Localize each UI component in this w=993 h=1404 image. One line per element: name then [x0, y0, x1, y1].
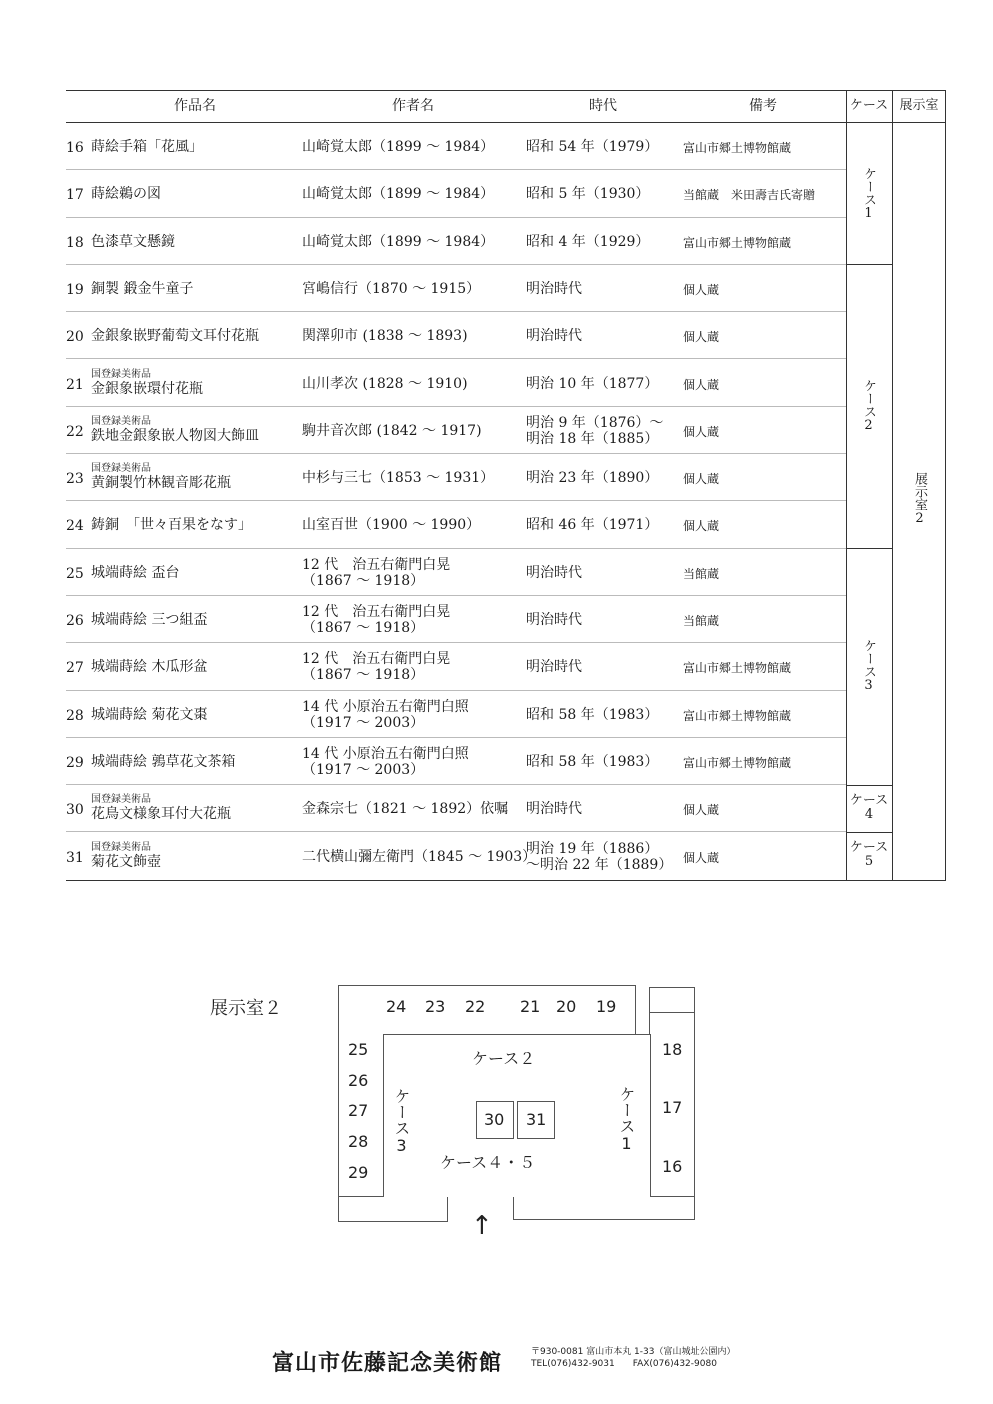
row-number: 18 — [66, 234, 84, 251]
row-number: 27 — [66, 660, 84, 677]
pos-27: 27 — [348, 1101, 369, 1120]
row-title-cell — [91, 328, 299, 344]
row-note: 個人蔵 — [683, 424, 720, 439]
table-row — [66, 265, 846, 312]
row-registered-label: 国登録美術品 — [91, 463, 151, 475]
floor-box-30 — [476, 1101, 514, 1139]
row-title-cell — [91, 416, 299, 444]
table-row — [66, 501, 846, 548]
entrance-arrow-icon: ↑ — [471, 1211, 493, 1241]
table-row — [66, 312, 846, 359]
row-title-cell — [91, 281, 299, 297]
row-note: 当館蔵 — [683, 614, 720, 628]
row-note: 個人蔵 — [683, 803, 720, 818]
row-author: 駒井音次郎 (1842 ～ 1917) — [302, 422, 482, 439]
row-note: 当館蔵 米田壽吉氏寄贈 — [683, 188, 816, 203]
row-number: 19 — [66, 281, 84, 298]
row-title-cell — [91, 369, 299, 397]
row-author: 中杉与三七（1853 ～ 1931） — [302, 470, 495, 487]
table-row — [66, 170, 846, 217]
pos-20: 20 — [556, 997, 577, 1016]
row-author: 二代横山彌左衛門（1845 ～ 1903） — [302, 848, 537, 865]
row-title-cell — [91, 565, 299, 581]
table-row — [66, 596, 846, 643]
pos-24: 24 — [386, 997, 407, 1016]
museum-name: 富山市佐藤記念美術館 — [272, 1350, 503, 1376]
row-note: 富山市郷土博物館蔵 — [683, 755, 792, 770]
row-author: 山崎覚太郎（1899 ～ 1984） — [302, 233, 495, 250]
row-author: 関澤卯市 (1838 ～ 1893) — [302, 328, 468, 345]
row-title: 城端蒔絵 盃台 — [91, 564, 180, 581]
row-title-cell — [91, 517, 299, 533]
room-bottom-right — [513, 1196, 695, 1220]
header-room: 展示室 — [899, 98, 939, 113]
pos-28: 28 — [348, 1132, 369, 1151]
row-title: 蒔絵鵜の図 — [91, 186, 161, 203]
row-title-cell — [91, 234, 299, 250]
row-number: 29 — [66, 754, 84, 771]
floor-plan — [0, 960, 993, 1260]
floor-case3: ケース3 — [392, 1088, 411, 1155]
row-title: 城端蒔絵 鶉草花文茶箱 — [91, 753, 236, 770]
row-registered-label: 国登録美術品 — [91, 841, 151, 853]
case-cell-1 — [846, 122, 892, 264]
row-era: 明治 23 年（1890） — [526, 470, 659, 487]
table-row — [66, 360, 846, 407]
table-row — [66, 691, 846, 738]
header-title: 作品名 — [174, 98, 216, 114]
row-number: 31 — [66, 849, 84, 866]
row-title-cell — [91, 612, 299, 628]
row-era: 明治時代 — [526, 280, 582, 297]
row-title: 鋳銅 「世々百果をなす」 — [91, 517, 252, 534]
row-note: 富山市郷土博物館蔵 — [683, 708, 792, 723]
floor-case45: ケース４・５ — [440, 1153, 536, 1172]
row-title-cell — [91, 659, 299, 675]
pos-23: 23 — [425, 997, 446, 1016]
row-registered-label: 国登録美術品 — [91, 368, 151, 380]
row-note: 個人蔵 — [683, 330, 720, 345]
row-author: 14 代 小原治五右衛門白照 （1917 ～ 2003） — [302, 698, 469, 731]
row-era: 明治時代 — [526, 564, 582, 581]
row-title: 色漆草文懸鏡 — [91, 233, 175, 250]
row-title: 金銀象嵌野葡萄文耳付花瓶 — [91, 328, 259, 345]
row-title: 菊花文飾壺 — [91, 853, 161, 870]
case-label-5: ケース 5 — [849, 840, 889, 869]
row-title-cell — [91, 794, 299, 822]
case-label-2: ケース2 — [861, 379, 876, 433]
row-note: 個人蔵 — [683, 377, 720, 392]
header-author: 作者名 — [392, 98, 434, 114]
header-case: ケース — [849, 98, 889, 113]
museum-address: 〒930-0081 富山市本丸 1-33（富山城址公園内） — [531, 1347, 736, 1357]
pos-26: 26 — [348, 1071, 369, 1090]
case-cell-4 — [846, 785, 892, 833]
row-era: 昭和 5 年（1930） — [526, 186, 650, 203]
row-note: 個人蔵 — [683, 282, 720, 297]
room-label: 展示室2 — [912, 472, 927, 526]
floor-case2: ケース２ — [472, 1049, 536, 1068]
row-number: 26 — [66, 613, 84, 629]
table-row — [66, 218, 846, 265]
row-title: 城端蒔絵 木瓜形盆 — [91, 659, 208, 676]
pos-16: 16 — [662, 1157, 683, 1176]
row-note: 当館蔵 — [683, 566, 720, 581]
row-number: 20 — [66, 329, 84, 346]
pos-25: 25 — [348, 1040, 369, 1059]
row-title: 城端蒔絵 三つ組盃 — [91, 612, 208, 628]
row-era: 昭和 58 年（1983） — [526, 753, 659, 770]
row-number: 28 — [66, 707, 84, 724]
row-number: 22 — [66, 423, 84, 440]
case-label-3: ケース3 — [861, 639, 876, 693]
table-row — [66, 407, 846, 454]
header-note: 備考 — [749, 98, 777, 114]
row-note: 富山市郷土博物館蔵 — [683, 235, 792, 250]
row-era: 明治 10 年（1877） — [526, 375, 659, 392]
row-number: 25 — [66, 565, 84, 582]
row-registered-label: 国登録美術品 — [91, 794, 151, 806]
row-number: 24 — [66, 518, 84, 535]
pos-18: 18 — [662, 1040, 683, 1059]
row-number: 30 — [66, 802, 84, 819]
row-title: 黄銅製竹林観音彫花瓶 — [91, 475, 231, 492]
row-note: 個人蔵 — [683, 472, 720, 487]
row-author: 金森宗七（1821 ～ 1892）依嘱 — [302, 801, 509, 818]
table-row — [66, 785, 846, 832]
row-title: 銅製 鍛金牛童子 — [91, 280, 194, 297]
row-author: 山崎覚太郎（1899 ～ 1984） — [302, 186, 495, 203]
floor-box-31 — [517, 1101, 555, 1139]
pos-17: 17 — [662, 1098, 683, 1117]
row-era: 明治時代 — [526, 328, 582, 345]
row-title-cell — [91, 463, 299, 491]
floor-case1: ケース1 — [617, 1086, 636, 1153]
row-era: 明治時代 — [526, 801, 582, 818]
header-era: 時代 — [589, 98, 617, 114]
row-number: 16 — [66, 140, 84, 156]
row-era: 明治 9 年（1876）～ 明治 18 年（1885） — [526, 414, 664, 447]
row-number: 21 — [66, 376, 84, 393]
pos-29: 29 — [348, 1163, 369, 1182]
case-cell-3 — [846, 548, 892, 785]
table-row — [66, 738, 846, 785]
row-note: 個人蔵 — [683, 519, 720, 534]
pos-21: 21 — [520, 997, 541, 1016]
row-author: 12 代 治五右衛門白晃 （1867 ～ 1918） — [302, 651, 451, 684]
row-author: 山川孝次 (1828 ～ 1910) — [302, 375, 468, 392]
row-title-cell — [91, 186, 299, 202]
row-note: 富山市郷土博物館蔵 — [683, 661, 792, 676]
row-title: 城端蒔絵 菊花文棗 — [91, 706, 208, 723]
table-row — [66, 123, 846, 170]
row-author: 12 代 治五右衛門白晃 （1867 ～ 1918） — [302, 604, 451, 636]
row-title-cell — [91, 754, 299, 770]
row-era: 昭和 4 年（1929） — [526, 233, 650, 250]
room-outer-top — [338, 985, 636, 1034]
table-row — [66, 833, 846, 880]
case-cell-2 — [846, 264, 892, 548]
row-title: 金銀象嵌環付花瓶 — [91, 380, 203, 397]
row-number: 17 — [66, 187, 84, 204]
room-cell — [892, 122, 946, 880]
room-bottom-left — [338, 1196, 448, 1222]
row-title-cell — [91, 707, 299, 723]
table-row — [66, 549, 846, 596]
row-era: 昭和 46 年（1971） — [526, 517, 659, 534]
room-right-cap — [649, 987, 695, 1013]
museum-address-block — [531, 1346, 735, 1370]
row-author: 山崎覚太郎（1899 ～ 1984） — [302, 139, 495, 155]
row-era: 明治 19 年（1886） ～明治 22 年（1889） — [526, 840, 673, 873]
row-title-cell — [91, 139, 299, 155]
row-title-cell — [91, 842, 299, 870]
table-row — [66, 643, 846, 690]
floor-box-31-label: 31 — [526, 1110, 547, 1129]
pos-22: 22 — [465, 997, 486, 1016]
row-author: 14 代 小原治五右衛門白照 （1917 ～ 2003） — [302, 745, 469, 778]
case-label-1: ケース1 — [861, 167, 876, 221]
row-era: 昭和 54 年（1979） — [526, 139, 659, 155]
row-era: 明治時代 — [526, 659, 582, 676]
case-cell-5 — [846, 832, 892, 881]
floor-plan-title: 展示室２ — [210, 998, 282, 1019]
row-author: 山室百世（1900 ～ 1990） — [302, 517, 481, 534]
row-era: 昭和 58 年（1983） — [526, 706, 659, 723]
row-author: 12 代 治五右衛門白晃 （1867 ～ 1918） — [302, 556, 451, 589]
row-author: 宮嶋信行（1870 ～ 1915） — [302, 280, 481, 297]
row-note: 富山市郷土博物館蔵 — [683, 141, 792, 155]
row-registered-label: 国登録美術品 — [91, 415, 151, 427]
row-title: 鉄地金銀象嵌人物図大飾皿 — [91, 427, 259, 444]
table-row — [66, 454, 846, 501]
row-era: 明治時代 — [526, 612, 582, 628]
floor-box-30-label: 30 — [484, 1110, 505, 1129]
row-title: 花鳥文様象耳付大花瓶 — [91, 806, 231, 823]
pos-19: 19 — [596, 997, 617, 1016]
row-title: 蒔絵手箱「花風」 — [91, 139, 203, 155]
case-label-4: ケース 4 — [849, 793, 889, 822]
row-note: 個人蔵 — [683, 850, 720, 865]
row-number: 23 — [66, 471, 84, 488]
museum-contact: TEL(076)432-9031 FAX(076)432-9080 — [531, 1359, 717, 1369]
